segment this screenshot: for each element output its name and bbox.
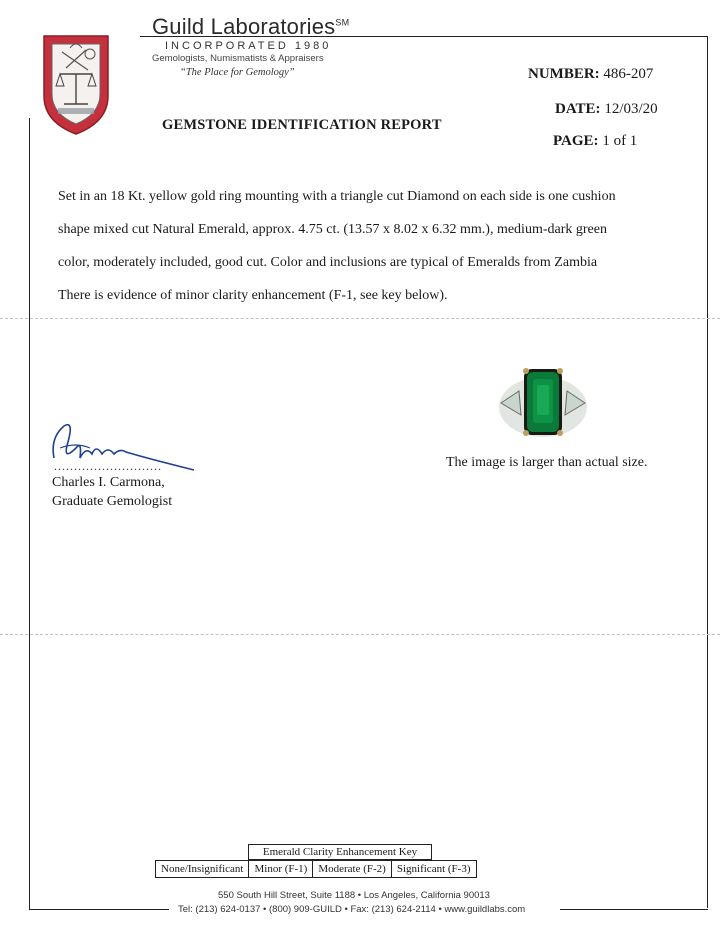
description-line: shape mixed cut Natural Emerald, approx. 4.75 ct. (13.57 x 8.02 x 6.32 mm.), medium-dark green — [58, 222, 607, 237]
report-number: NUMBER: 486-207 — [528, 66, 654, 82]
footer-contact: Tel: (213) 624-0137 • (800) 909-GUILD • Fax: (213) 624-2114 • www.guildlabs.com — [178, 904, 526, 915]
frame-right-line — [707, 36, 708, 908]
footer-address: 550 South Hill Street, Suite 1188 • Los Angeles, California 90013 — [218, 890, 490, 901]
clarity-key-level: Moderate (F-2) — [312, 861, 391, 877]
guild-crest-logo — [40, 30, 112, 138]
report-page: PAGE: 1 of 1 — [553, 133, 638, 149]
report-date: DATE: 12/03/20 — [555, 101, 658, 117]
frame-left-line — [29, 118, 30, 910]
image-caption: The image is larger than actual size. — [446, 455, 648, 470]
signatory — [52, 473, 172, 511]
frame-bottom-right-line — [560, 909, 708, 910]
ring-photo — [497, 363, 589, 443]
clarity-key-title: Emerald Clarity Enhancement Key — [248, 844, 432, 860]
description-line: Set in an 18 Kt. yellow gold ring mounting with a triangle cut Diamond on each side is one cushion — [58, 189, 616, 204]
company-name: Guild Laboratories℠ — [152, 14, 350, 39]
report-title: GEMSTONE IDENTIFICATION REPORT — [162, 117, 442, 133]
description-line: color, moderately included, good cut. Color and inclusions are typical of Emeralds from Zambia — [58, 255, 598, 270]
clarity-key-level: None/Insignificant — [161, 863, 244, 875]
fold-crease-upper — [0, 318, 720, 319]
frame-bottom-left-line — [29, 909, 169, 910]
company-tagline: “The Place for Gemology” — [180, 67, 295, 78]
clarity-key-table — [155, 860, 477, 878]
signatory-name: Charles I. Carmona, — [52, 475, 165, 490]
gem-description — [58, 180, 678, 312]
fold-crease-lower — [0, 634, 720, 635]
description-line: There is evidence of minor clarity enhancement (F-1, see key below). — [58, 288, 448, 303]
company-subtitle: Gemologists, Numismatists & Appraisers — [152, 53, 324, 64]
signature-line: ........................... — [54, 459, 162, 473]
clarity-key-level: Minor (F-1) — [248, 861, 312, 877]
incorporated-text: INCORPORATED 1980 — [165, 40, 332, 52]
signatory-role: Graduate Gemologist — [52, 494, 173, 509]
clarity-key-level: Significant (F-3) — [391, 861, 476, 877]
service-mark: SM — [335, 17, 350, 28]
